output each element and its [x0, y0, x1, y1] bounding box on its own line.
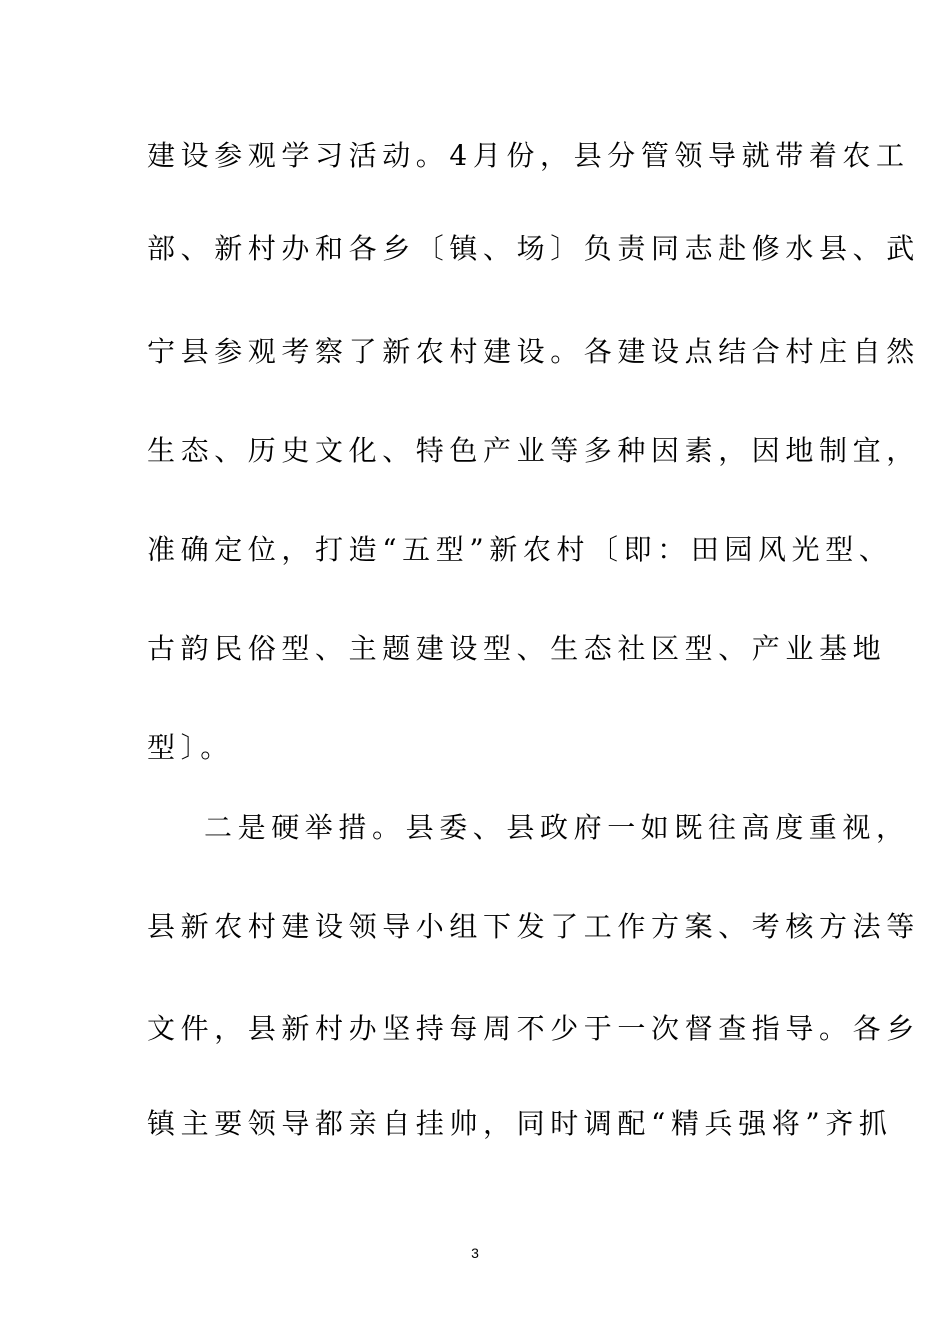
text-line-5: 准确定位，打造“五型”新农村〔即：田园风光型、: [147, 533, 893, 566]
text-line-1: 建设参观学习活动。4月份，县分管领导就带着农工: [147, 139, 910, 172]
text-line-7: 型〕。: [147, 731, 234, 764]
text-line-4: 生态、历史文化、特色产业等多种因素，因地制宜，: [147, 434, 920, 467]
text-line-2: 部、新村办和各乡〔镇、场〕负责同志赴修水县、武: [147, 232, 920, 265]
text-line-9: 县新农村建设领导小组下发了工作方案、考核方法等: [147, 910, 920, 943]
text-line-11: 镇主要领导都亲自挂帅，同时调配“精兵强将”齐抓: [147, 1107, 893, 1140]
text-line-10: 文件，县新村办坚持每周不少于一次督查指导。各乡: [147, 1012, 920, 1045]
text-line-3: 宁县参观考察了新农村建设。各建设点结合村庄自然: [147, 335, 920, 368]
page-number: 3: [471, 1245, 479, 1261]
text-line-8: 二是硬举措。县委、县政府一如既往高度重视，: [204, 811, 910, 844]
text-line-6: 古韵民俗型、主题建设型、生态社区型、产业基地: [147, 632, 887, 665]
